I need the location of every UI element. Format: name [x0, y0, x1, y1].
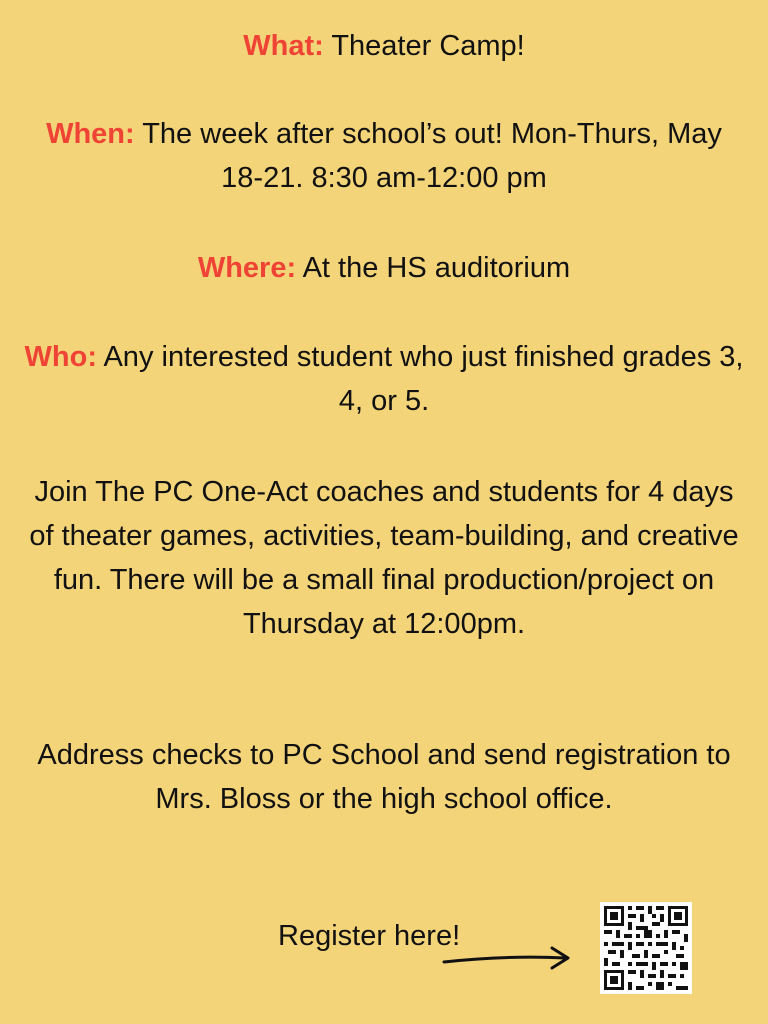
who-section	[24, 335, 744, 423]
where-section	[24, 246, 744, 290]
qr-code-icon[interactable]	[600, 902, 692, 994]
what-label: What:	[243, 30, 324, 62]
where-label: Where:	[197, 252, 297, 284]
what-section	[24, 24, 744, 68]
details-paragraph: Join The PC One-Act coaches and students for 4 days of theater games, activities, team-building, and creative fun. There will be a small final production/project on Thursday at 12:00pm.	[29, 476, 739, 640]
address-paragraph: Address checks to PC School and send registration to Mrs. Bloss or the high school office.	[37, 739, 731, 815]
when-label: When:	[46, 118, 135, 150]
who-label: Who:	[24, 341, 97, 373]
register-text: Register here!	[278, 920, 461, 952]
right-arrow-icon	[440, 944, 572, 972]
when-text: The week after school’s out! Mon-Thurs, May 18-21. 8:30 am-12:00 pm	[142, 118, 722, 194]
where-text: At the HS auditorium	[302, 252, 571, 284]
who-text: Any interested student who just finished grades 3, 4, or 5.	[103, 341, 744, 417]
when-section	[24, 112, 744, 200]
what-text: Theater Camp!	[331, 30, 525, 62]
